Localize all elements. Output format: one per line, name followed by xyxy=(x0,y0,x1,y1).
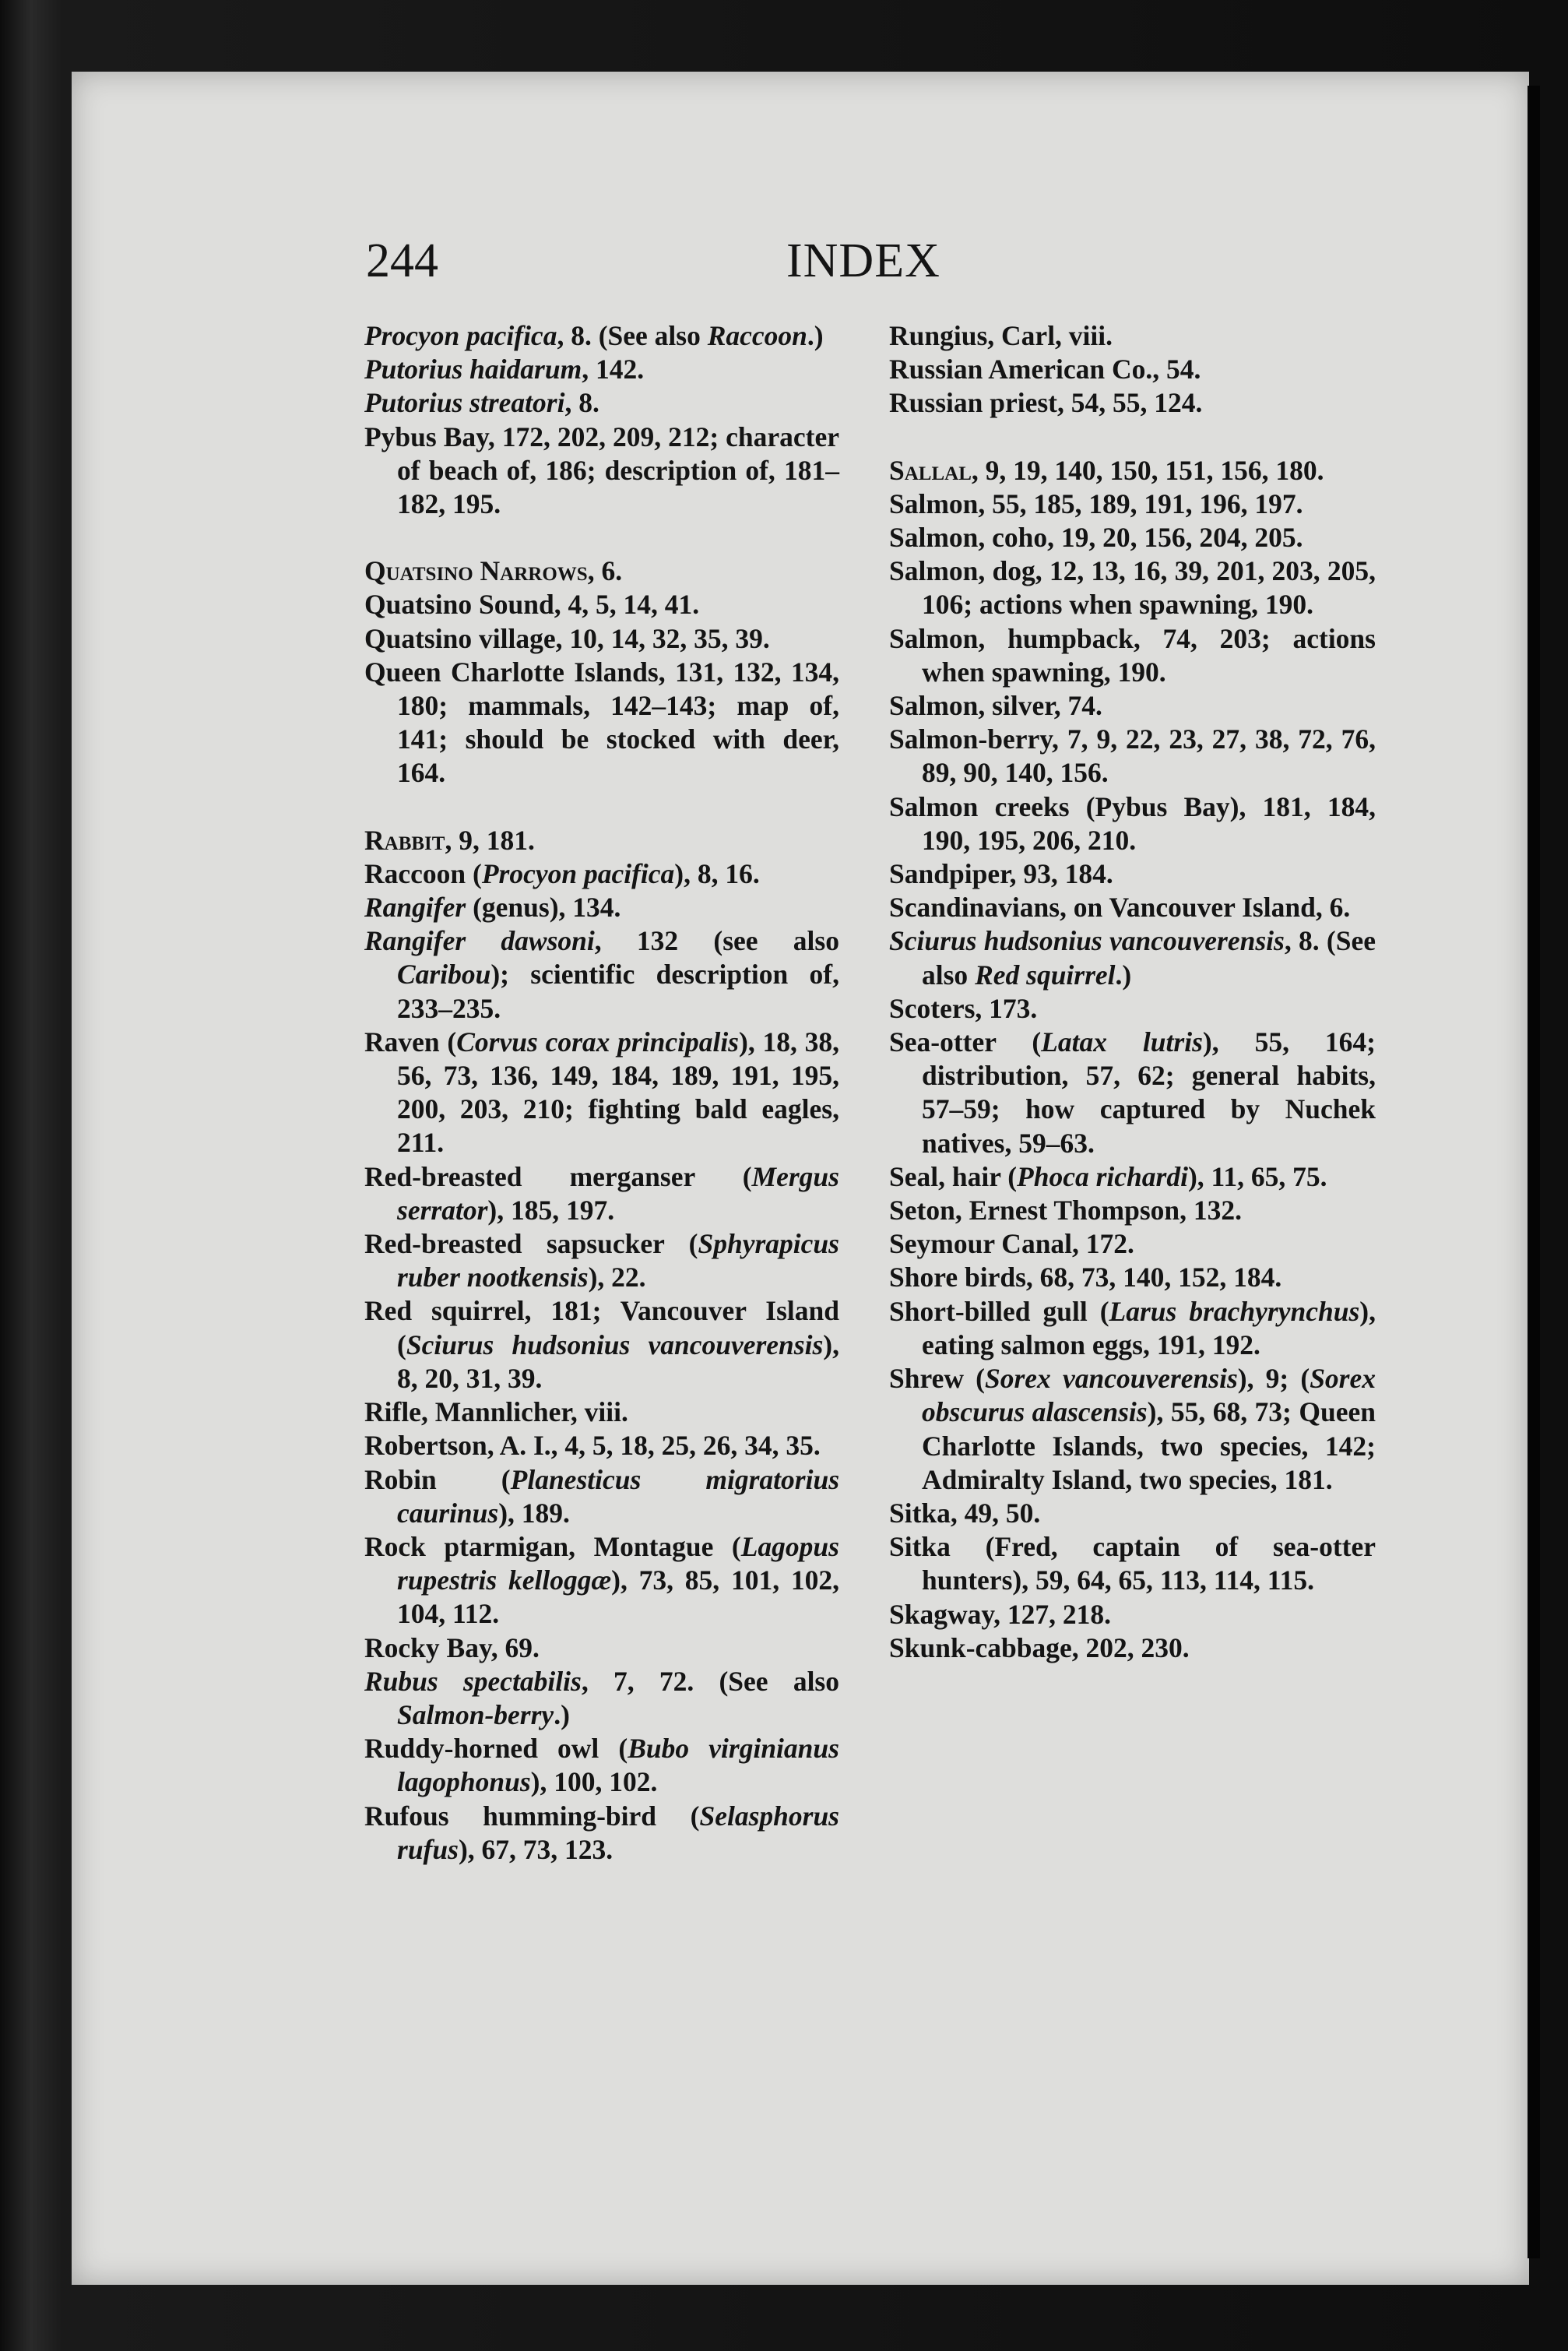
index-entry: Rungius, Carl, viii. xyxy=(889,320,1113,351)
index-entry: Seymour Canal, 172. xyxy=(889,1228,1134,1260)
index-column-left xyxy=(364,319,839,1867)
index-entry: Skagway, 127, 218. xyxy=(889,1598,1112,1630)
index-entry: Russian American Co., 54. xyxy=(889,354,1201,385)
page-title: INDEX xyxy=(786,234,940,287)
index-entry: Rocky Bay, 69. xyxy=(364,1631,540,1663)
index-entry: Raven (Corvus corax principalis), 18, 38, 56, 73, 136, 149, 184, 189, 191, 195, 200, 203, 210; fighting bald eagles, 211. xyxy=(364,1026,839,1159)
running-head xyxy=(366,234,1378,296)
index-entry: Quatsino Narrows, 6. xyxy=(364,555,623,587)
index-entry: Sitka (Fred, captain of sea-otter hunters), 59, 64, 65, 113, 114, 115. xyxy=(889,1531,1376,1596)
index-entry: Sciurus hudsonius vancouverensis, 8. (See also Red squirrel.) xyxy=(889,925,1376,991)
index-entry: Robertson, A. I., 4, 5, 18, 25, 26, 34, 35. xyxy=(364,1430,821,1462)
index-entry: Seal, hair (Phoca richardi), 11, 65, 75. xyxy=(889,1160,1327,1192)
index-entry: Skunk-cabbage, 202, 230. xyxy=(889,1631,1190,1663)
index-column-right xyxy=(889,319,1376,1665)
index-entry: Rabbit, 9, 181. xyxy=(364,824,535,856)
index-entry: Procyon pacifica, 8. (See also Raccoon.) xyxy=(364,320,824,351)
index-entry: Pybus Bay, 172, 202, 209, 212; character of beach of, 186; description of, 181–182, 195. xyxy=(364,421,839,520)
index-entry: Salmon, coho, 19, 20, 156, 204, 205. xyxy=(889,522,1303,554)
index-entry: Scandinavians, on Vancouver Island, 6. xyxy=(889,892,1351,924)
index-entry: Shrew (Sorex vancouverensis), 9; (Sorex obscurus alascensis), 55, 68, 73; Queen Charlotte Islands, two species, 142; Admiralty Island, two species, 181. xyxy=(889,1363,1376,1495)
index-entry: Sallal, 9, 19, 140, 150, 151, 156, 180. xyxy=(889,454,1324,486)
index-entry: Salmon-berry, 7, 9, 22, 23, 27, 38, 72, 76, 89, 90, 140, 156. xyxy=(889,723,1376,789)
index-entry: Rangifer dawsoni, 132 (see also Caribou); scientific description of, 233–235. xyxy=(364,925,839,1024)
page-edge-shadow xyxy=(1528,86,1540,2258)
index-entry: Rock ptarmigan, Montague (Lagopus rupestris kelloggæ), 73, 85, 101, 102, 104, 112. xyxy=(364,1530,840,1630)
index-entry: Putorius haidarum, 142. xyxy=(364,354,645,385)
index-entry: Russian priest, 54, 55, 124. xyxy=(889,387,1203,419)
index-entry: Salmon, silver, 74. xyxy=(889,690,1102,722)
index-entry: Sandpiper, 93, 184. xyxy=(889,858,1113,890)
index-entry: Rubus spectabilis, 7, 72. (See also Salmon-berry.) xyxy=(364,1665,840,1730)
index-entry: Short-billed gull (Larus brachyrynchus), eating salmon eggs, 191, 192. xyxy=(889,1295,1376,1360)
index-entry: Salmon, dog, 12, 13, 16, 39, 201, 203, 205, 106; actions when spawning, 190. xyxy=(889,555,1376,621)
index-entry: Ruddy-horned owl (Bubo virginianus lagophonus), 100, 102. xyxy=(364,1733,839,1798)
index-entry: Scoters, 173. xyxy=(889,992,1038,1024)
index-entry: Red squirrel, 181; Vancouver Island (Sciurus hudsonius vancouverensis), 8, 20, 31, 39. xyxy=(364,1295,839,1394)
index-entry: Putorius streatori, 8. xyxy=(364,387,599,419)
page-number: 244 xyxy=(366,234,438,287)
index-entry: Red-breasted sapsucker (Sphyrapicus ruber nootkensis), 22. xyxy=(364,1228,839,1293)
index-entry: Rufous humming-bird (Selasphorus rufus), 67, 73, 123. xyxy=(364,1800,839,1865)
index-entry: Seton, Ernest Thompson, 132. xyxy=(889,1195,1243,1227)
index-entry: Robin (Planesticus migratorius caurinus), 189. xyxy=(364,1463,840,1529)
index-entry: Sea-otter (Latax lutris), 55, 164; distribution, 57, 62; general habits, 57–59; how captured by Nuchek natives, 59–63. xyxy=(889,1026,1376,1159)
index-entry: Red-breasted merganser (Mergus serrator), 185, 197. xyxy=(364,1160,839,1226)
index-entry: Salmon creeks (Pybus Bay), 181, 184, 190, 195, 206, 210. xyxy=(889,790,1376,856)
index-entry: Salmon, humpback, 74, 203; actions when spawning, 190. xyxy=(889,622,1376,688)
index-entry: Sitka, 49, 50. xyxy=(889,1497,1041,1529)
index-entry: Shore birds, 68, 73, 140, 152, 184. xyxy=(889,1262,1282,1293)
index-entry: Raccoon (Procyon pacifica), 8, 16. xyxy=(364,857,760,889)
index-entry: Rifle, Mannlicher, viii. xyxy=(364,1396,628,1428)
index-entry: Rangifer (genus), 134. xyxy=(364,892,621,924)
index-entry: Quatsino Sound, 4, 5, 14, 41. xyxy=(364,589,700,621)
index-entry: Salmon, 55, 185, 189, 191, 196, 197. xyxy=(889,487,1303,519)
index-entry: Queen Charlotte Islands, 131, 132, 134, 180; mammals, 142–143; map of, 141; should be stocked with deer, 164. xyxy=(364,656,839,789)
index-entry: Quatsino village, 10, 14, 32, 35, 39. xyxy=(364,622,770,654)
